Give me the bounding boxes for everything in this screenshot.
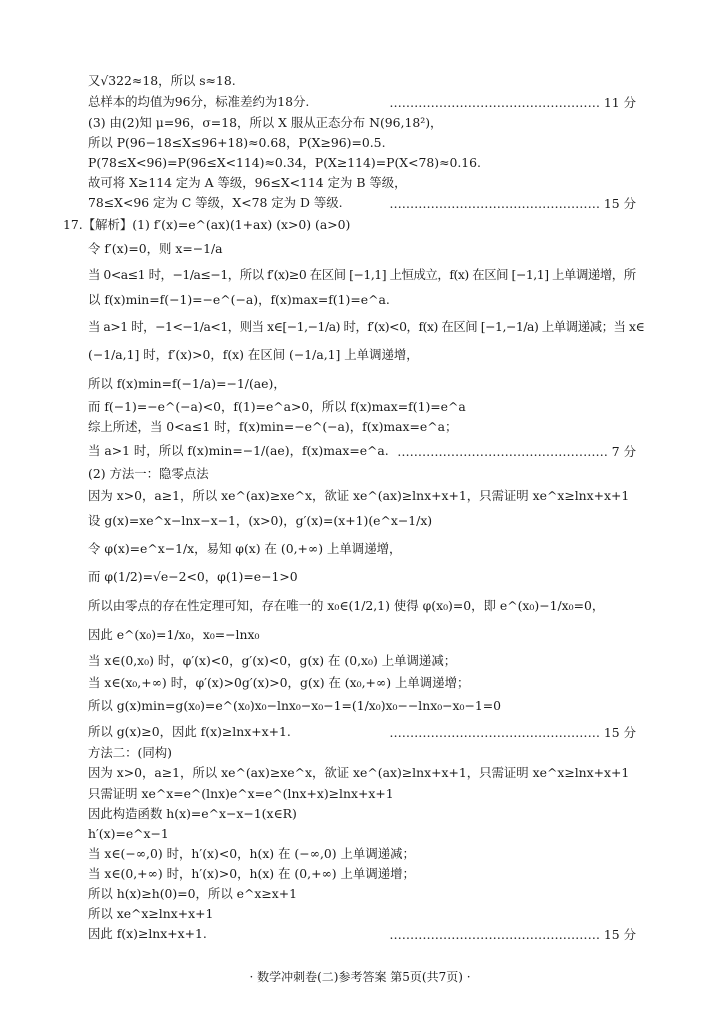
text-line: 而 φ(1/2)=√e−2<0，φ(1)=e−1>0	[88, 569, 298, 584]
text-line: 总样本的均值为96分，标准差约为18分.	[88, 94, 310, 109]
text-line: 综上所述，当 0<a≤1 时，f(x)min=−e^(−a)，f(x)max=e^a；	[88, 419, 458, 434]
text-line: 当 0<a≤1 时，−1/a≤−1，所以 f′(x)≥0 在区间 [−1,1] 上恒成立，f(x) 在区间 [−1,1] 上单调递增，所	[88, 267, 636, 282]
text-line: 方法二：(同构)	[88, 745, 173, 760]
text-line: 令 φ(x)=e^x−1/x，易知 φ(x) 在 (0,+∞) 上单调递增，	[88, 541, 402, 556]
text-line: P(78≤X<96)=P(96≤X<114)≈0.34，P(X≥114)=P(X<78)≈0.16.	[88, 155, 481, 170]
text-line: 因此 e^(x₀)=1/x₀，x₀=−lnx₀	[88, 627, 260, 642]
score-marker: …………………………………………… 7 分	[397, 444, 636, 459]
text-line: 所以 g(x)≥0，因此 f(x)≥lnx+x+1.	[88, 724, 291, 739]
text-line: h′(x)=e^x−1	[88, 826, 169, 841]
text-line: 故可将 X≥114 定为 A 等级，96≤X<114 定为 B 等级，	[88, 175, 407, 190]
text-line: 而 f(−1)=−e^(−a)<0，f(1)=e^a>0，所以 f(x)max=f(1)=e^a	[88, 399, 466, 414]
text-line: 所以由零点的存在性定理可知，存在唯一的 x₀∈(1/2,1) 使得 φ(x₀)=0，即 e^(x₀)−1/x₀=0，	[88, 598, 605, 613]
score-marker: …………………………………………… 15 分	[389, 725, 636, 740]
text-line: 当 x∈(−∞,0) 时，h′(x)<0，h(x) 在 (−∞,0) 上单调递减；	[88, 846, 415, 861]
text-line: 因为 x>0，a≥1，所以 xe^(ax)≥xe^x，欲证 xe^(ax)≥lnx+x+1，只需证明 xe^x≥lnx+x+1	[88, 765, 630, 780]
text-line: (2) 方法一：隐零点法	[88, 466, 209, 481]
text-line: 又√322≈18，所以 s≈18.	[88, 73, 236, 88]
text-line: 设 g(x)=xe^x−lnx−x−1，(x>0)，g′(x)=(x+1)(e^x−1/x)	[88, 513, 433, 528]
text-line: 所以 f(x)min=f(−1/a)=−1/(ae)，	[88, 376, 286, 391]
text-line: 因此 f(x)≥lnx+x+1.	[88, 926, 207, 941]
problem-17-heading: 17.【解析】(1) f′(x)=e^(ax)(1+ax) (x>0) (a>0)	[63, 217, 351, 232]
text-line: 当 a>1 时，所以 f(x)min=−1/(ae)，f(x)max=e^a.	[88, 443, 389, 458]
text-line: 只需证明 xe^x=e^(lnx)e^x=e^(lnx+x)≥lnx+x+1	[88, 786, 394, 801]
text-line: 因为 x>0，a≥1，所以 xe^(ax)≥xe^x，欲证 xe^(ax)≥lnx+x+1，只需证明 xe^x≥lnx+x+1	[88, 488, 630, 503]
text-line: 当 x∈(x₀,+∞) 时，φ′(x)>0g′(x)>0，g(x) 在 (x₀,+∞) 上单调递增；	[88, 675, 470, 690]
text-line: (−1/a,1] 时，f′(x)>0，f(x) 在区间 (−1/a,1] 上单调递增，	[88, 347, 419, 362]
page-footer: · 数学冲刺卷(二)参考答案 第5页(共7页) ·	[249, 970, 471, 984]
text-line: 当 a>1 时，−1<−1/a<1，则当 x∈[−1,−1/a) 时，f′(x)<0，f(x) 在区间 [−1,−1/a) 上单调递减；当 x∈	[88, 319, 645, 334]
score-marker: …………………………………………… 15 分	[389, 927, 636, 942]
score-marker: …………………………………………… 11 分	[389, 95, 636, 110]
text-line: 当 x∈(0,x₀) 时，φ′(x)<0，g′(x)<0，g(x) 在 (0,x₀) 上单调递减；	[88, 653, 457, 668]
text-line: 因此构造函数 h(x)=e^x−x−1(x∈R)	[88, 806, 297, 821]
text-line: 令 f′(x)=0，则 x=−1/a	[88, 241, 223, 256]
score-marker: …………………………………………… 15 分	[389, 196, 636, 211]
text-line: (3) 由(2)知 μ=96，σ=18，所以 X 服从正态分布 N(96,18²)，	[88, 115, 443, 130]
text-line: 以 f(x)min=f(−1)=−e^(−a)，f(x)max=f(1)=e^a.	[88, 292, 390, 307]
text-line: 所以 g(x)min=g(x₀)=e^(x₀)x₀−lnx₀−x₀−1=(1/x₀)x₀−−lnx₀−x₀−1=0	[88, 698, 502, 713]
text-line: 所以 h(x)≥h(0)=0，所以 e^x≥x+1	[88, 886, 297, 901]
text-line: 所以 xe^x≥lnx+x+1	[88, 906, 214, 921]
text-line: 78≤X<96 定为 C 等级，X<78 定为 D 等级.	[88, 195, 343, 210]
text-line: 当 x∈(0,+∞) 时，h′(x)>0，h(x) 在 (0,+∞) 上单调递增；	[88, 866, 415, 881]
text-line: 所以 P(96−18≤X≤96+18)≈0.68，P(X≥96)=0.5.	[88, 135, 386, 150]
